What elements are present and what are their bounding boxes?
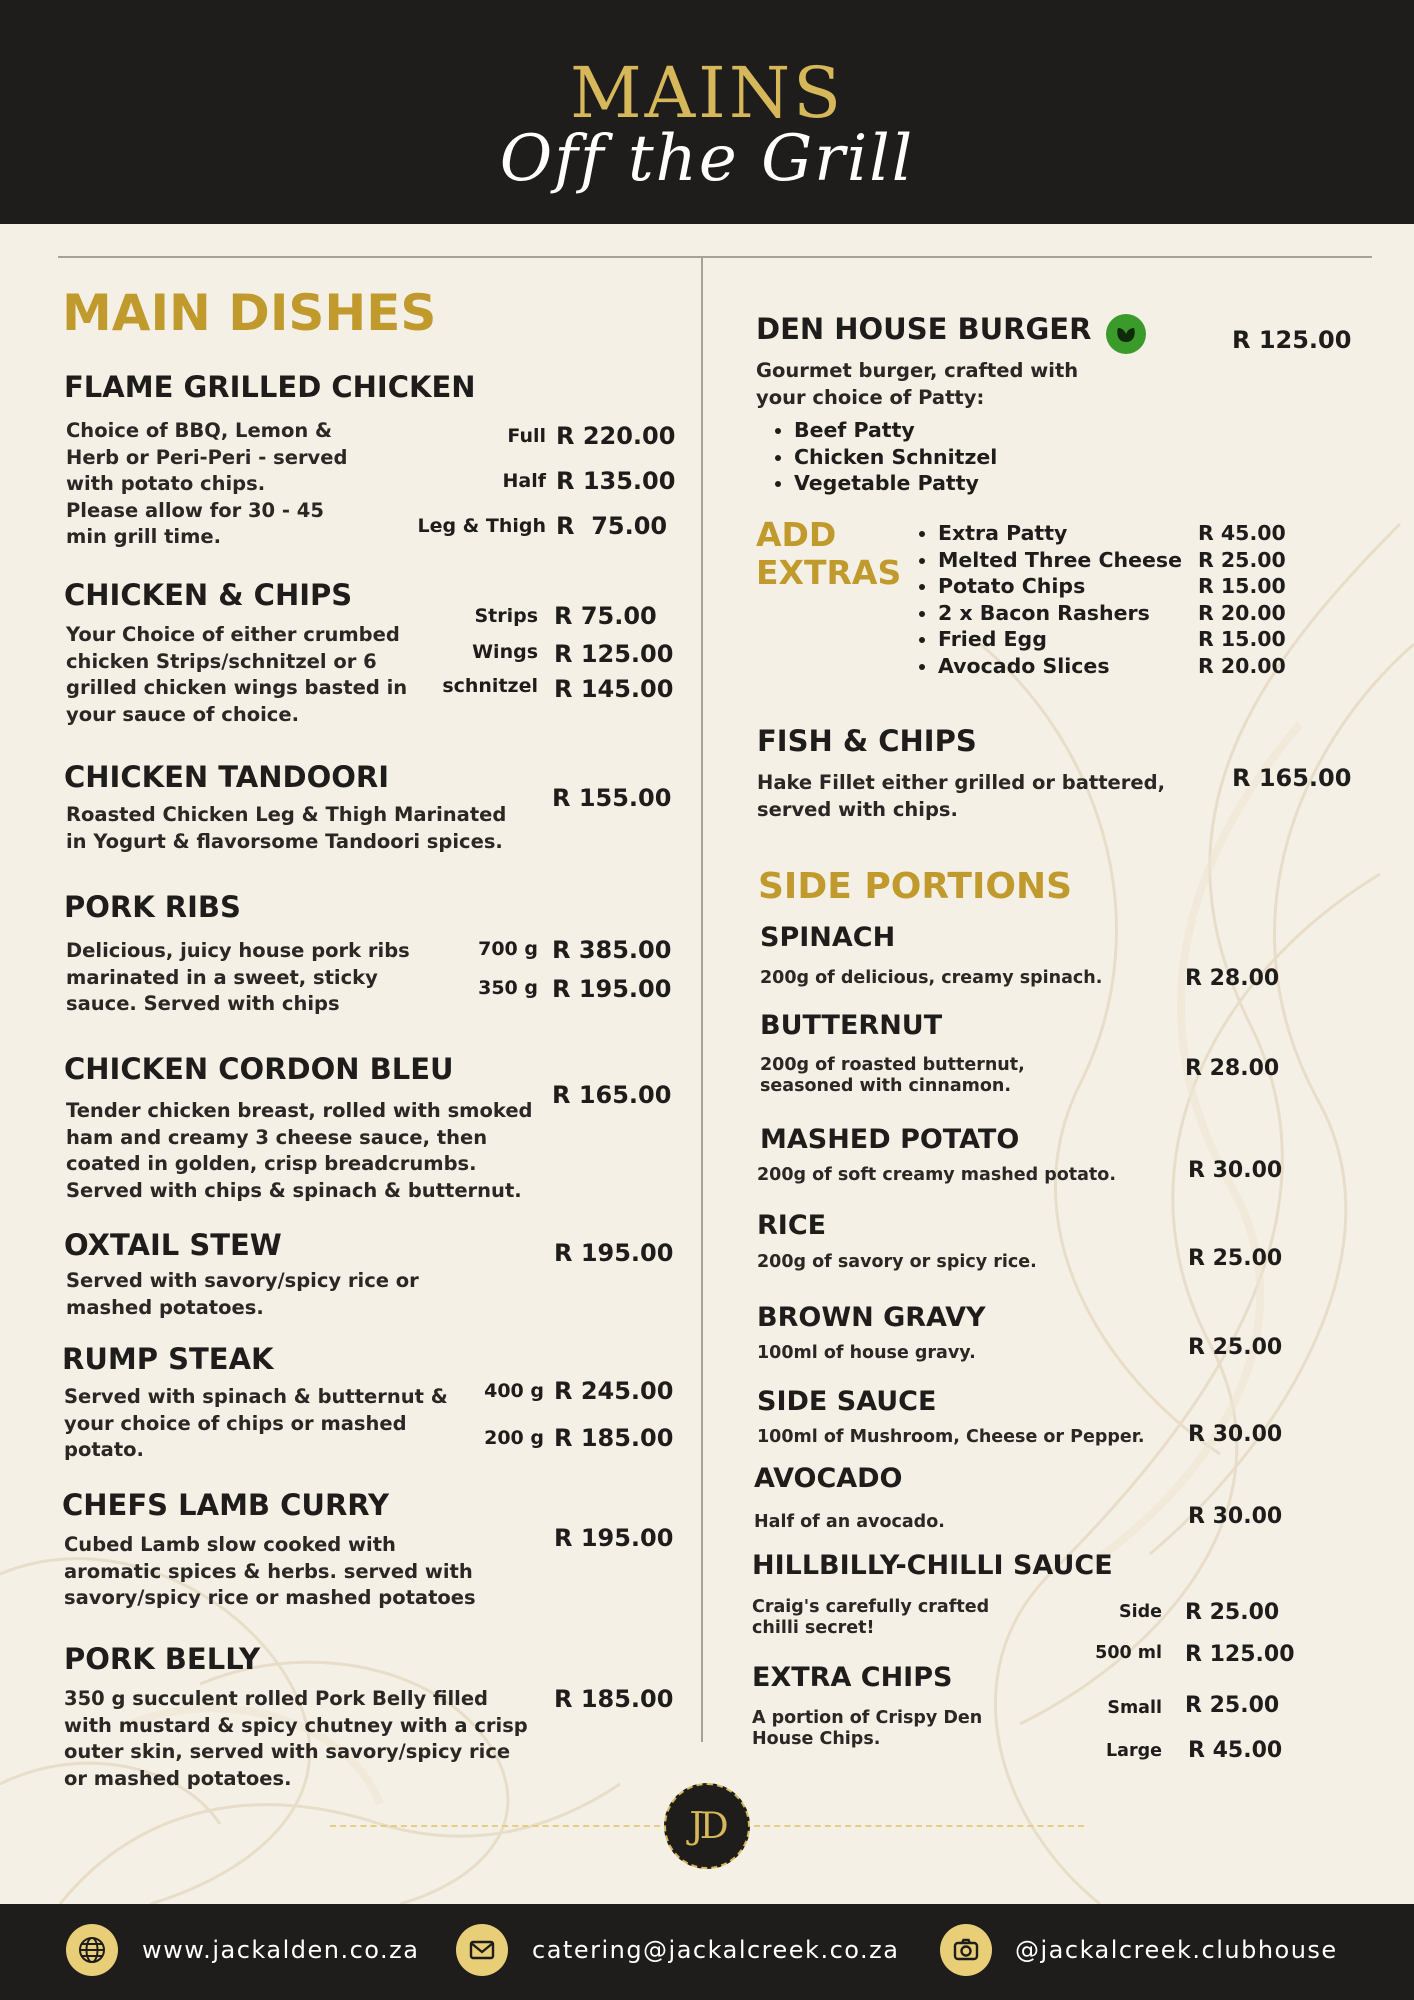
item-name-chicken-cordon-bleu: CHICKEN CORDON BLEU (64, 1052, 454, 1086)
logo-divider-left (330, 1825, 660, 1827)
side-name-avocado: AVOCADO (754, 1463, 903, 1494)
extras-list (938, 520, 1358, 679)
item-price-chicken-tandoori: R 155.00 (552, 784, 672, 812)
website-link[interactable]: www.jackalden.co.za (142, 1936, 420, 1964)
option-price: R 125.00 (1185, 1642, 1295, 1667)
jd-logo (664, 1783, 750, 1869)
option-label: Full (507, 425, 546, 447)
option-price: R 185.00 (554, 1424, 674, 1452)
item-name-flame-grilled-chicken: FLAME GRILLED CHICKEN (64, 370, 476, 404)
globe-icon (66, 1924, 118, 1976)
option-label: 350 g (478, 977, 538, 999)
option-price: R 25.00 (1185, 1600, 1280, 1625)
side-name-rice: RICE (757, 1210, 827, 1241)
option-price: R 135.00 (556, 467, 676, 495)
item-price-den-house-burger: R 125.00 (1232, 326, 1352, 354)
top-divider (58, 256, 1372, 258)
side-desc-butternut: 200g of roasted butternut, seasoned with cinnamon. (760, 1055, 1025, 1096)
list-item: • Vegetable Patty (794, 470, 997, 497)
option-label: 500 ml (1095, 1643, 1162, 1663)
item-desc-pork-ribs: Delicious, juicy house pork ribs marinated in a sweet, sticky sauce. Served with chips (66, 939, 410, 1015)
option-price: R 25.00 (1185, 1693, 1280, 1718)
item-price-fish-chips: R 165.00 (1232, 764, 1352, 792)
option-label: Wings (472, 641, 538, 663)
camera-icon (940, 1924, 992, 1976)
option-price: R 75.00 (554, 602, 657, 630)
option-label: Strips (474, 605, 538, 627)
side-name-spinach: SPINACH (760, 922, 896, 953)
side-price-avocado: R 30.00 (1188, 1504, 1283, 1529)
item-name-chicken-tandoori: CHICKEN TANDOORI (64, 760, 390, 794)
item-desc-chicken-chips: Your Choice of either crumbed chicken Strips/schnitzel or 6 grilled chicken wings basted in your sauce of choice. (66, 623, 408, 726)
item-price-chefs-lamb-curry: R 195.00 (554, 1524, 674, 1552)
item-name-oxtail-stew: OXTAIL STEW (64, 1228, 282, 1262)
item-desc-flame-grilled-chicken: Choice of BBQ, Lemon & Herb or Peri-Peri - served with potato chips. Please allow for 30 - 45 min grill time. (66, 419, 348, 548)
side-desc-avocado: Half of an avocado. (754, 1512, 945, 1532)
option-price: R 125.00 (554, 640, 674, 668)
side-desc-side-sauce: 100ml of Mushroom, Cheese or Pepper. (757, 1427, 1145, 1447)
option-label: 200 g (484, 1427, 544, 1449)
side-price-spinach: R 28.00 (1185, 966, 1280, 991)
list-item: • Chicken Schnitzel (794, 444, 997, 471)
item-name-chefs-lamb-curry: CHEFS LAMB CURRY (62, 1488, 390, 1522)
side-name-hillbilly-chilli-sauce: HILLBILLY-CHILLI SAUCE (752, 1550, 1113, 1581)
item-desc-chefs-lamb-curry: Cubed Lamb slow cooked with aromatic spices & herbs. served with savory/spicy rice or mashed potatoes (64, 1533, 476, 1609)
side-price-brown-gravy: R 25.00 (1188, 1335, 1283, 1360)
option-label: Leg & Thigh (417, 515, 546, 537)
item-name-pork-belly: PORK BELLY (64, 1642, 261, 1676)
list-item: • Potato Chips R 15.00 (938, 573, 1358, 600)
social-handle-link[interactable]: @jackalcreek.clubhouse (1015, 1936, 1338, 1964)
logo-letters: JD (689, 1805, 725, 1847)
item-desc-oxtail-stew: Served with savory/spicy rice or mashed potatoes. (66, 1269, 419, 1319)
side-name-extra-chips: EXTRA CHIPS (752, 1662, 953, 1693)
item-name-fish-chips: FISH & CHIPS (757, 724, 977, 758)
list-item: • Beef Patty (794, 417, 997, 444)
item-name-den-house-burger: DEN HOUSE BURGER (756, 312, 1092, 346)
option-price: R 195.00 (552, 975, 672, 1003)
side-name-butternut: BUTTERNUT (760, 1010, 943, 1041)
section-heading-main-dishes: MAIN DISHES (62, 284, 437, 342)
item-desc-pork-belly: 350 g succulent rolled Pork Belly filled with mustard & spicy chutney with a crisp outer skin, served with savory/spicy rice or mashed potatoes. (64, 1687, 528, 1790)
option-label: 700 g (478, 938, 538, 960)
option-price: R 75.00 (556, 512, 668, 540)
side-desc-hillbilly-chilli-sauce: Craig's carefully crafted chilli secret! (752, 1597, 990, 1638)
item-name-chicken-chips: CHICKEN & CHIPS (64, 578, 353, 612)
item-name-pork-ribs: PORK RIBS (64, 890, 241, 924)
item-price-oxtail-stew: R 195.00 (554, 1239, 674, 1267)
side-price-butternut: R 28.00 (1185, 1056, 1280, 1081)
side-desc-rice: 200g of savory or spicy rice. (757, 1252, 1037, 1272)
page-title: MAINS (569, 52, 845, 134)
side-desc-brown-gravy: 100ml of house gravy. (757, 1343, 976, 1363)
list-item: • Extra Patty R 45.00 (938, 520, 1358, 547)
side-name-brown-gravy: BROWN GRAVY (757, 1302, 986, 1333)
side-price-mashed-potato: R 30.00 (1188, 1158, 1283, 1183)
item-desc-chicken-cordon-bleu: Tender chicken breast, rolled with smoked ham and creamy 3 cheese sauce, then coated in golden, crisp breadcrumbs. Served with chips & spinach & butternut. (66, 1099, 533, 1202)
option-price: R 385.00 (552, 936, 672, 964)
add-extras-heading: ADD EXTRAS (756, 515, 902, 592)
side-price-rice: R 25.00 (1188, 1246, 1283, 1271)
option-price: R 45.00 (1188, 1738, 1283, 1763)
item-price-pork-belly: R 185.00 (554, 1685, 674, 1713)
section-heading-side-portions: SIDE PORTIONS (758, 866, 1073, 907)
email-link[interactable]: catering@jackalcreek.co.za (532, 1936, 900, 1964)
item-desc-fish-chips: Hake Fillet either grilled or battered, served with chips. (757, 771, 1165, 821)
item-price-chicken-cordon-bleu: R 165.00 (552, 1081, 672, 1109)
option-label: Half (502, 470, 546, 492)
leaf-icon (1106, 314, 1146, 354)
side-name-mashed-potato: MASHED POTATO (760, 1124, 1020, 1155)
option-label: Small (1107, 1698, 1162, 1718)
page-subtitle: Off the Grill (499, 122, 915, 196)
option-price: R 145.00 (554, 675, 674, 703)
list-item: • Avocado Slices R 20.00 (938, 653, 1358, 680)
item-name-rump-steak: RUMP STEAK (62, 1342, 274, 1376)
item-desc-den-house-burger: Gourmet burger, crafted with your choice of Patty: (756, 359, 1079, 409)
list-item: • Melted Three Cheese R 25.00 (938, 547, 1358, 574)
patty-options-list (794, 417, 997, 497)
side-name-side-sauce: SIDE SAUCE (757, 1386, 937, 1417)
mail-icon (456, 1924, 508, 1976)
option-price: R 220.00 (556, 422, 676, 450)
option-label: 400 g (484, 1380, 544, 1402)
side-price-side-sauce: R 30.00 (1188, 1422, 1283, 1447)
side-desc-mashed-potato: 200g of soft creamy mashed potato. (757, 1165, 1116, 1185)
option-label: Large (1106, 1741, 1162, 1761)
item-desc-rump-steak: Served with spinach & butternut & your choice of chips or mashed potato. (64, 1385, 448, 1461)
option-label: Side (1119, 1602, 1162, 1622)
option-price: R 245.00 (554, 1377, 674, 1405)
list-item: • Fried Egg R 15.00 (938, 626, 1358, 653)
side-desc-spinach: 200g of delicious, creamy spinach. (760, 968, 1103, 988)
column-divider (701, 258, 703, 1742)
side-desc-extra-chips: A portion of Crispy Den House Chips. (752, 1708, 983, 1749)
logo-divider-right (754, 1825, 1084, 1827)
item-desc-chicken-tandoori: Roasted Chicken Leg & Thigh Marinated in Yogurt & flavorsome Tandoori spices. (66, 803, 507, 853)
option-label: schnitzel (442, 675, 538, 697)
list-item: • 2 x Bacon Rashers R 20.00 (938, 600, 1358, 627)
